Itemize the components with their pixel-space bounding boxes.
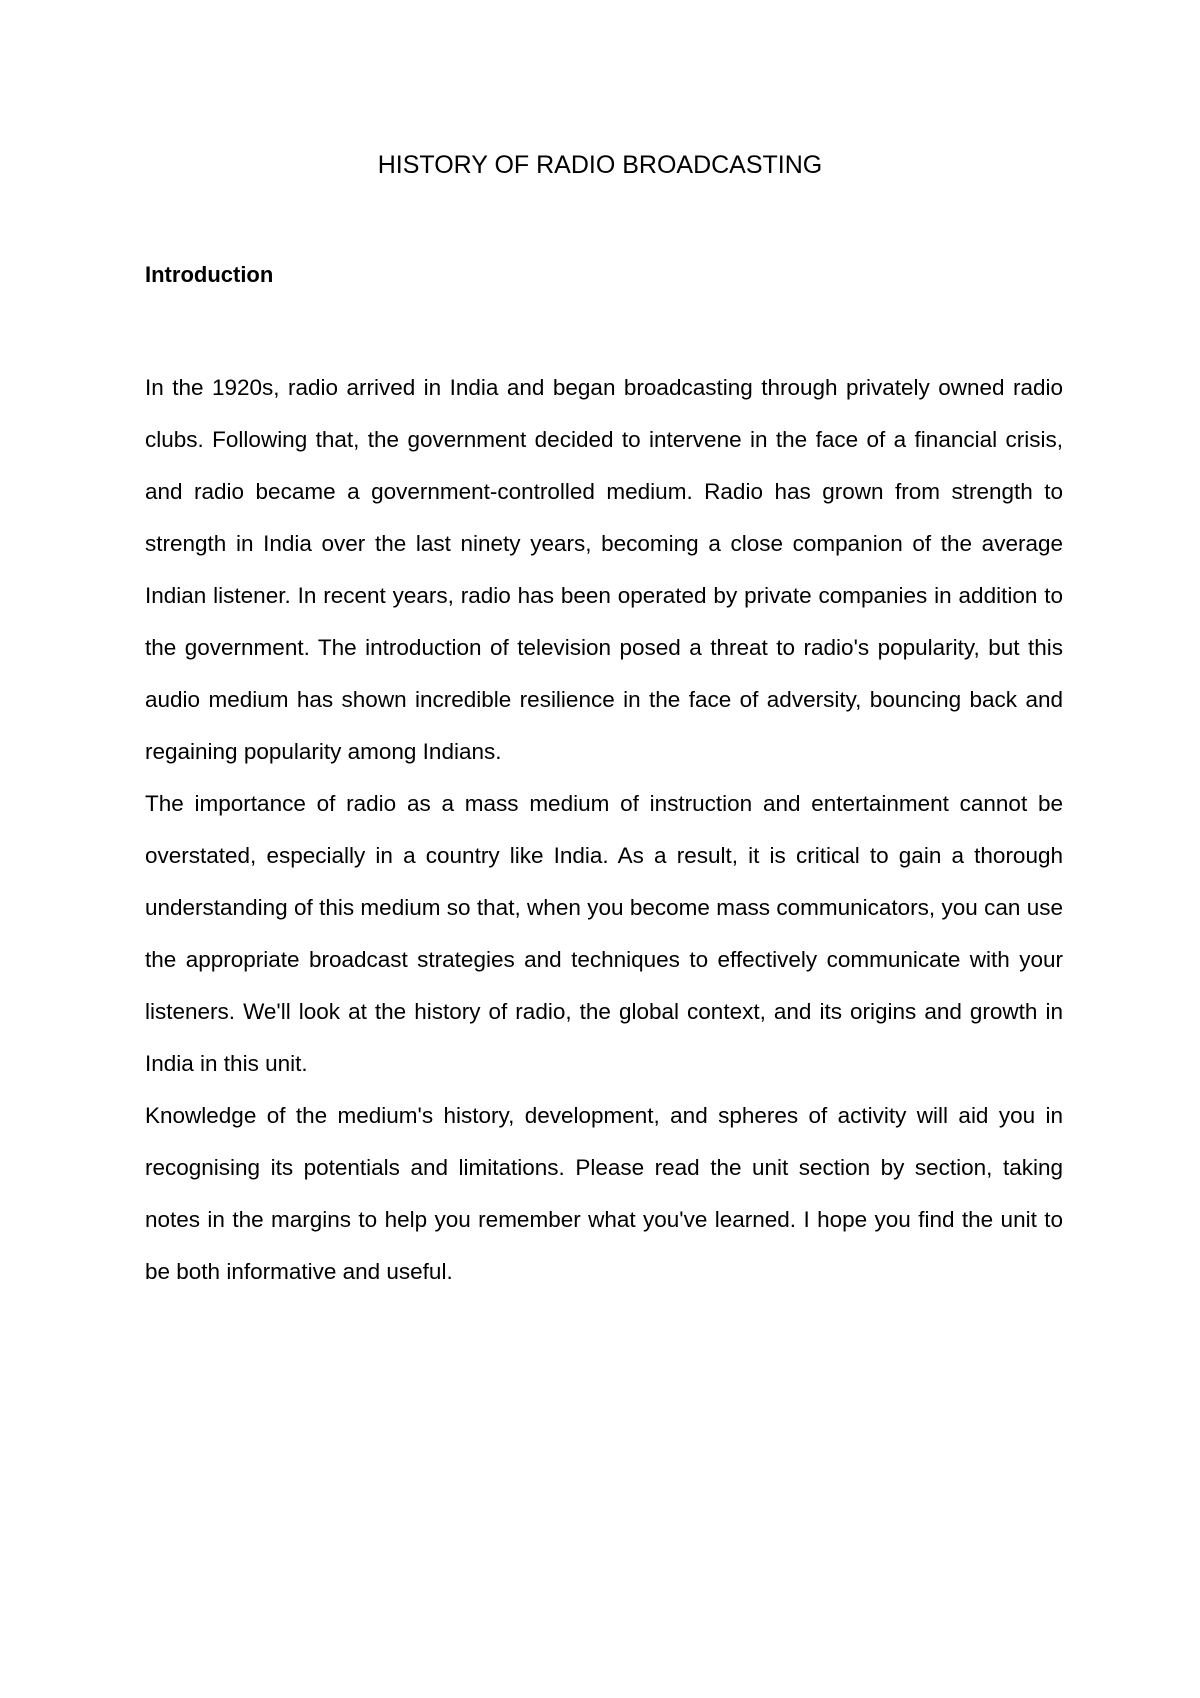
paragraph-2: The importance of radio as a mass medium of instruction and entertainment cannot be overstated, especially in a country like India. As a result, it is critical to gain a thorough understanding of this medium so that, when you become mass communicators, you can use the appropriate broadcast strategies and techniques to effectively communicate with your listeners. We'll look at the history of radio, the global context, and its origins and growth in India in this unit. xyxy=(145,791,1063,1076)
paragraph-3: Knowledge of the medium's history, development, and spheres of activity will aid you in recognising its potentials and limitations. Please read the unit section by section, taking notes in the margins to help you remember what you've learned. I hope you find the unit to be both informative and useful. xyxy=(145,1103,1063,1284)
section-heading-introduction: Introduction xyxy=(145,262,274,287)
paragraph-1: In the 1920s, radio arrived in India and began broadcasting through privately owned radio clubs. Following that, the government decided to intervene in the face of a financial crisis, and radio became a government-controlled medium. Radio has grown from strength to strength in India over the last ninety years, becoming a close companion of the average Indian listener. In recent years, radio has been operated by private companies in addition to the government. The introduction of television posed a threat to radio's popularity, but this audio medium has shown incredible resilience in the face of adversity, bouncing back and regaining popularity among Indians. xyxy=(145,375,1063,764)
body-text xyxy=(145,362,1063,1298)
document-title: HISTORY OF RADIO BROADCASTING xyxy=(377,151,823,179)
